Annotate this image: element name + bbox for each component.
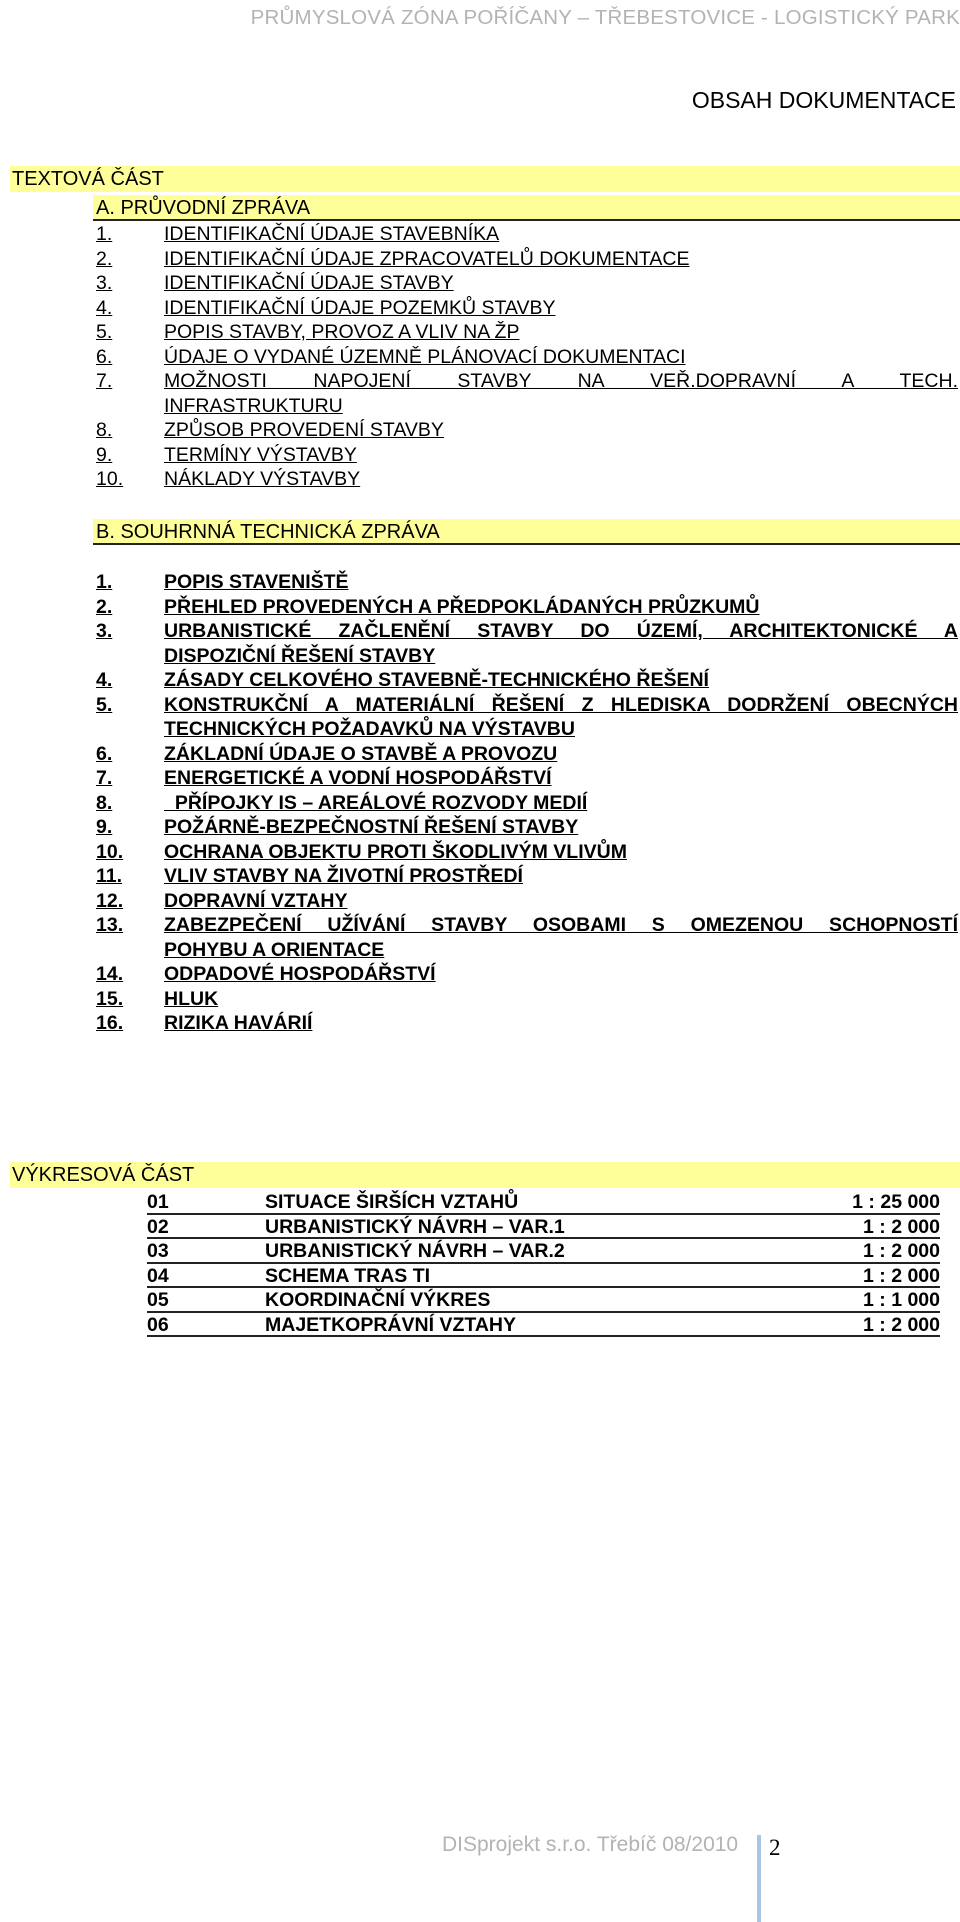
list-item: 2. IDENTIFIKAČNÍ ÚDAJE ZPRACOVATELŮ DOKUMENTACE — [96, 247, 690, 270]
list-item: 3. IDENTIFIKAČNÍ ÚDAJE STAVBY — [96, 272, 454, 294]
section-a-list — [96, 222, 958, 492]
list-item: 4. IDENTIFIKAČNÍ ÚDAJE POZEMKŮ STAVBY — [96, 296, 556, 319]
list-item: 5. POPIS STAVBY, PROVOZ A VLIV NA ŽP — [96, 321, 520, 343]
list-item: 13. ZABEZPEČENÍ UŽÍVÁNÍ STAVBY OSOBAMI S OMEZENOU SCHOPNOSTÍ — [96, 914, 958, 936]
drawing-row: 06 MAJETKOPRÁVNÍ VZTAHY 1 : 2 000 — [147, 1313, 940, 1336]
text-part-heading: TEXTOVÁ ČÁST — [10, 166, 960, 192]
section-a-heading: A. PRŮVODNÍ ZPRÁVA — [93, 195, 960, 221]
document-title: OBSAH DOKUMENTACE — [691, 87, 956, 113]
list-item: 7. ENERGETICKÉ A VODNÍ HOSPODÁŘSTVÍ — [96, 767, 552, 789]
list-item: 1. IDENTIFIKAČNÍ ÚDAJE STAVEBNÍKA — [96, 223, 500, 245]
list-item: 10. NÁKLADY VÝSTAVBY — [96, 468, 361, 490]
list-item: 12. DOPRAVNÍ VZTAHY — [96, 889, 348, 912]
drawing-part-heading: VÝKRESOVÁ ČÁST — [10, 1162, 960, 1188]
list-item: 15. HLUK — [96, 987, 219, 1010]
list-item: 6. ZÁKLADNÍ ÚDAJE O STAVBĚ A PROVOZU — [96, 742, 558, 765]
list-item: 9. TERMÍNY VÝSTAVBY — [96, 443, 357, 466]
list-item: 16. RIZIKA HAVÁRIÍ — [96, 1012, 313, 1034]
drawing-row: 05 KOORDINAČNÍ VÝKRES 1 : 1 000 — [147, 1289, 940, 1311]
list-item: 7. MOŽNOSTI NAPOJENÍ STAVBY NA VEŘ.DOPRAVNÍ A TECH. — [96, 370, 958, 392]
section-b-heading: B. SOUHRNNÁ TECHNICKÁ ZPRÁVA — [93, 519, 960, 545]
list-item: 6. ÚDAJE O VYDANÉ ÚZEMNĚ PLÁNOVACÍ DOKUMENTACI — [96, 345, 686, 368]
list-item: 5. KONSTRUKČNÍ A MATERIÁLNÍ ŘEŠENÍ Z HLEDISKA DODRŽENÍ OBECNÝCH — [96, 693, 958, 716]
page-number: 2 — [769, 1835, 781, 1860]
list-item: 2. PŘEHLED PROVEDENÝCH A PŘEDPOKLÁDANÝCH PRŮZKUMŮ — [96, 595, 760, 618]
list-item: 11. VLIV STAVBY NA ŽIVOTNÍ PROSTŘEDÍ — [96, 865, 523, 887]
list-item: 14. ODPADOVÉ HOSPODÁŘSTVÍ — [96, 963, 436, 985]
footer-divider — [757, 1835, 761, 1922]
drawing-row: 04 SCHEMA TRAS TI 1 : 2 000 — [147, 1264, 940, 1287]
list-item-continuation: INFRASTRUKTURU — [164, 394, 343, 417]
list-item: 8. PŘÍPOJKY IS – AREÁLOVÉ ROZVODY MEDIÍ — [96, 791, 588, 814]
list-item: 3. URBANISTICKÉ ZAČLENĚNÍ STAVBY DO ÚZEMÍ, ARCHITEKTONICKÉ A — [96, 620, 958, 642]
footer-company: DISprojekt s.r.o. Třebíč 08/2010 — [442, 1833, 739, 1856]
list-item-continuation: DISPOZIČNÍ ŘEŠENÍ STAVBY — [164, 644, 436, 667]
list-item: 8. ZPŮSOB PROVEDENÍ STAVBY — [96, 419, 444, 441]
list-item: 10. OCHRANA OBJEKTU PROTI ŠKODLIVÝM VLIVŮM — [96, 840, 627, 863]
list-item-continuation: POHYBU A ORIENTACE — [164, 938, 385, 961]
drawing-row: 03 URBANISTICKÝ NÁVRH – VAR.2 1 : 2 000 — [147, 1240, 940, 1262]
list-item-continuation: TECHNICKÝCH POŽADAVKŮ NA VÝSTAVBU — [164, 718, 575, 740]
list-item: 9. POŽÁRNĚ-BEZPEČNOSTNÍ ŘEŠENÍ STAVBY — [96, 816, 579, 838]
project-header-title: PRŮMYSLOVÁ ZÓNA POŘÍČANY – TŘEBESTOVICE - LOGISTICKÝ PARK — [250, 6, 960, 29]
drawing-row: 01 SITUACE ŠIRŠÍCH VZTAHŮ 1 : 25 000 — [147, 1191, 940, 1213]
section-b-list — [96, 570, 958, 1036]
list-item: 4. ZÁSADY CELKOVÉHO STAVEBNĚ-TECHNICKÉHO ŘEŠENÍ — [96, 669, 709, 691]
drawing-list — [147, 1190, 940, 1337]
list-item: 1. POPIS STAVENIŠTĚ — [96, 571, 349, 593]
drawing-row: 02 URBANISTICKÝ NÁVRH – VAR.1 1 : 2 000 — [147, 1215, 940, 1238]
